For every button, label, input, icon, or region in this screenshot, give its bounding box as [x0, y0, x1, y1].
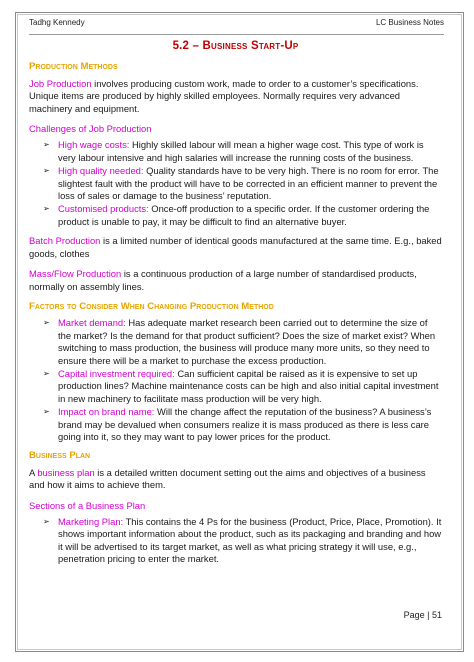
page-header: [29, 18, 444, 35]
list-item: [29, 203, 442, 228]
arrow-bullet-icon: ➢: [43, 407, 50, 417]
arrow-bullet-icon: ➢: [43, 204, 50, 214]
challenge-text: Highly skilled labour will mean a higher wage cost. This type of work is very labour intensive and high salaries will increase the running costs of the business.: [58, 139, 424, 163]
challenge-term: High quality needed:: [58, 165, 144, 177]
mass-production-paragraph: [29, 268, 442, 293]
header-author: Tadhg Kennedy: [29, 18, 85, 27]
page-number: Page | 51: [403, 610, 442, 620]
job-production-term: Job Production: [29, 77, 92, 89]
challenges-heading: Challenges of Job Production: [29, 123, 152, 135]
challenges-list: [29, 139, 442, 228]
challenge-term: Customised products:: [58, 203, 149, 215]
list-item: [29, 368, 442, 405]
factor-term: Market demand:: [58, 317, 126, 329]
job-production-paragraph: [29, 78, 442, 115]
factor-term: Impact on brand name:: [58, 406, 155, 418]
list-item: [29, 317, 442, 367]
page-content: [29, 40, 442, 573]
arrow-bullet-icon: ➢: [43, 318, 50, 328]
list-item: [29, 406, 442, 443]
section-text: This contains the 4 Ps for the business (Product, Price, Place, Promotion). It shows important information about the product, such as its packaging and branding and how it will be advertised to its target market, as well as what pricing strategy it will use, e.g., penetration pricing to enter the market.: [58, 516, 442, 565]
job-production-text: involves producing custom work, made to order to a customer’s specifications. Unique items are produced by highly skilled employees. Normally requires very advanced machinery and equipment.: [29, 77, 419, 114]
batch-production-term: Batch Production: [29, 235, 101, 247]
arrow-bullet-icon: ➢: [43, 166, 50, 176]
factor-text: Will the change affect the reputation of the business? A business’s brand may be devalued when consumers realize it is mass produced as there is less care going into it, so they may want to pay lower prices for the product.: [58, 406, 432, 442]
factors-list: [29, 317, 442, 443]
list-item: [29, 139, 442, 164]
mass-production-text: is a continuous production of a large number of standardised products, normally on assembly lines.: [29, 268, 417, 292]
page-title: 5.2 – Business Start-Up: [172, 40, 299, 52]
batch-production-text: is a limited number of identical goods manufactured at the same time. E.g., baked goods, clothes: [29, 235, 442, 259]
business-plan-intro-pre: A: [29, 466, 38, 478]
batch-production-paragraph: [29, 235, 442, 260]
challenge-text: Quality standards have to be very high. There is no room for error. The slightest fault with the product will have to be corrected in an efficient manner to prevent the loss of sales or damage to the business’ reputation.: [58, 165, 439, 202]
arrow-bullet-icon: ➢: [43, 517, 50, 526]
arrow-bullet-icon: ➢: [43, 140, 50, 150]
list-item: [29, 165, 442, 202]
section-term: Marketing Plan:: [58, 516, 124, 527]
factor-text: Can sufficient capital be raised as it is expensive to set up production lines? Machine maintenance costs can be high and also initial capital investment in new machinery to facilitate mass production will be very high.: [58, 367, 439, 404]
production-methods-heading: Production Methods: [29, 61, 118, 73]
business-plan-paragraph: [29, 467, 442, 492]
business-plan-heading: Business Plan: [29, 450, 91, 462]
mass-production-term: Mass/Flow Production: [29, 268, 122, 280]
challenge-term: High wage costs:: [58, 139, 130, 151]
sections-list: [29, 516, 442, 566]
sections-heading: Sections of a Business Plan: [29, 499, 146, 511]
challenge-text: Once-off production to a specific order. If the customer ordering the product is unable to pay, it may be difficult to find an alternative buyer.: [58, 203, 430, 227]
factor-text: Has adequate market research been carried out to determine the size of the market? Is the demand for that product sufficient? Does the size of market exist? When switching to mass production, the business will produce many more units, so they need to ensure there will be a market to purchase the excess production.: [58, 317, 436, 366]
factor-term: Capital investment required:: [58, 367, 175, 379]
business-plan-term: business plan: [37, 466, 95, 478]
arrow-bullet-icon: ➢: [43, 368, 50, 378]
factors-heading: Factors to Consider When Changing Production Method: [29, 300, 274, 312]
list-item: [29, 516, 442, 566]
header-course: LC Business Notes: [375, 18, 444, 27]
business-plan-intro-post: is a detailed written document setting out the aims and objectives of a business and how it aims to achieve them.: [29, 466, 426, 491]
